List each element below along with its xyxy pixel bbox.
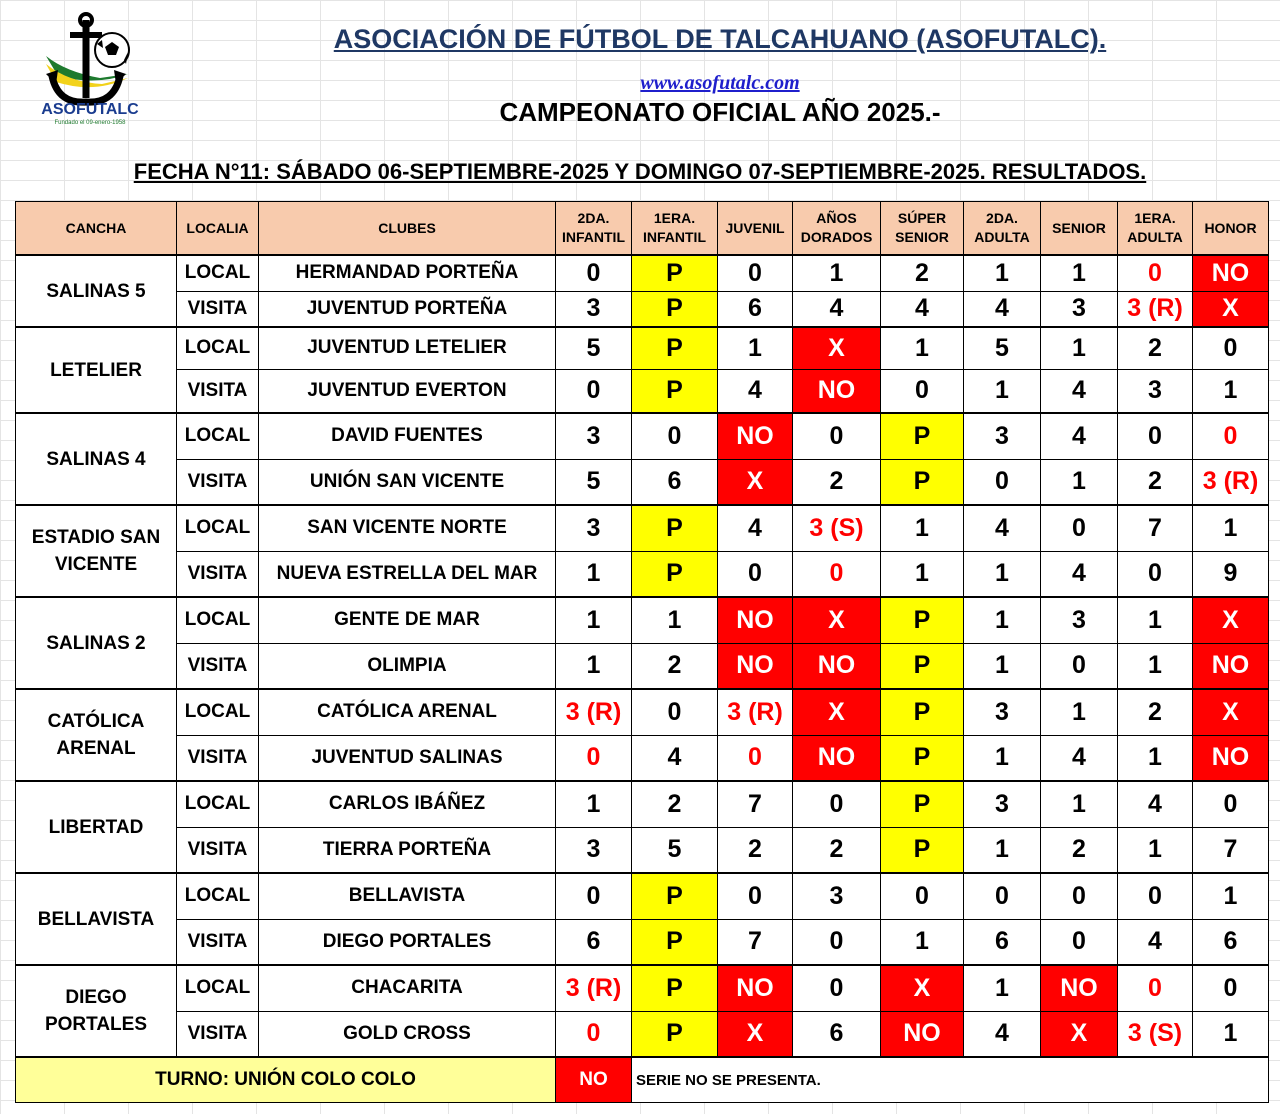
match-row [16, 781, 1269, 827]
club-name: GENTE DE MAR [259, 597, 556, 643]
match-row [16, 735, 1269, 781]
score-cell: 3 [1041, 597, 1118, 643]
club-name: BELLAVISTA [259, 873, 556, 919]
match-row [16, 689, 1269, 735]
score-cell: P [632, 255, 718, 291]
club-name: DIEGO PORTALES [259, 919, 556, 965]
score-cell: 3 (R) [556, 965, 632, 1011]
championship-title: CAMPEONATO OFICIAL AÑO 2025.- [499, 97, 941, 127]
score-cell: P [881, 413, 964, 459]
club-name: JUVENTUD SALINAS [259, 735, 556, 781]
score-cell: NO [718, 413, 793, 459]
score-cell: 1 [793, 255, 881, 291]
score-cell: 4 [1041, 735, 1118, 781]
match-row [16, 873, 1269, 919]
club-name: JUVENTUD EVERTON [259, 369, 556, 413]
localia-cell: LOCAL [177, 327, 259, 369]
score-cell: 0 [793, 919, 881, 965]
score-cell: P [632, 873, 718, 919]
score-cell: 1 [964, 643, 1041, 689]
cancha-cell [16, 965, 177, 1057]
club-name: JUVENTUD LETELIER [259, 327, 556, 369]
score-cell: X [1193, 689, 1269, 735]
score-cell: 1 [964, 735, 1041, 781]
score-cell: 5 [632, 827, 718, 873]
cancha-name: SALINAS 2 [46, 632, 146, 654]
fecha-heading: FECHA N°11: SÁBADO 06-SEPTIEMBRE-2025 Y DOMINGO 07-SEPTIEMBRE-2025. RESULTADOS. [133, 159, 1147, 184]
cancha-name: ESTADIO SAN [31, 527, 161, 548]
score-cell: 0 [881, 369, 964, 413]
localia-cell: VISITA [177, 919, 259, 965]
score-cell: 0 [718, 873, 793, 919]
score-cell: P [632, 291, 718, 327]
score-cell: X [793, 597, 881, 643]
localia-cell: VISITA [177, 369, 259, 413]
score-cell: 0 [556, 873, 632, 919]
score-cell: 1 [964, 597, 1041, 643]
score-cell: 3 (R) [718, 689, 793, 735]
score-cell: 1 [556, 551, 632, 597]
score-cell: 0 [632, 689, 718, 735]
match-row [16, 327, 1269, 369]
score-cell: 6 [632, 459, 718, 505]
club-name: SAN VICENTE NORTE [259, 505, 556, 551]
localia-cell: LOCAL [177, 781, 259, 827]
score-cell: P [881, 689, 964, 735]
score-cell: 1 [1041, 327, 1118, 369]
localia-cell: VISITA [177, 1011, 259, 1057]
score-cell: 2 [632, 643, 718, 689]
col-category [1193, 202, 1269, 256]
score-cell: NO [1041, 965, 1118, 1011]
col-category-label: SENIOR [1052, 219, 1106, 236]
cancha-name: ARENAL [56, 738, 136, 759]
score-cell: 0 [1193, 965, 1269, 1011]
col-category [881, 202, 964, 256]
results-table [15, 201, 1269, 1103]
col-category [632, 202, 718, 256]
cancha-cell [16, 327, 177, 413]
score-cell: 3 [556, 413, 632, 459]
score-cell: 6 [718, 291, 793, 327]
score-cell: 1 [556, 643, 632, 689]
score-cell: 1 [556, 597, 632, 643]
col-category-label: DORADOS [800, 229, 873, 245]
score-cell: 0 [1041, 643, 1118, 689]
score-cell: 2 [1041, 827, 1118, 873]
score-cell: P [881, 781, 964, 827]
score-cell: 3 [556, 291, 632, 327]
score-cell: 0 [1118, 551, 1193, 597]
score-cell: 1 [964, 255, 1041, 291]
cancha-cell [16, 781, 177, 873]
score-cell: 3 [793, 873, 881, 919]
match-row [16, 965, 1269, 1011]
score-cell: 0 [793, 965, 881, 1011]
cancha-name: PORTALES [44, 1014, 148, 1035]
score-cell: X [793, 689, 881, 735]
legend-no-description: SERIE NO SE PRESENTA. [632, 1057, 1269, 1103]
score-cell: X [1193, 597, 1269, 643]
score-cell: 3 [1041, 291, 1118, 327]
localia-cell: VISITA [177, 643, 259, 689]
score-cell: 3 [556, 505, 632, 551]
score-cell: 0 [1041, 505, 1118, 551]
score-cell: 0 [964, 459, 1041, 505]
score-cell: 1 [632, 597, 718, 643]
col-category-label: JUVENIL [725, 219, 785, 236]
score-cell: 7 [1193, 827, 1269, 873]
score-cell: 7 [1118, 505, 1193, 551]
score-cell: 0 [1118, 873, 1193, 919]
score-cell: P [632, 919, 718, 965]
score-cell: 0 [1193, 413, 1269, 459]
match-row [16, 413, 1269, 459]
score-cell: NO [793, 369, 881, 413]
score-cell: 1 [1041, 459, 1118, 505]
score-cell: NO [1193, 643, 1269, 689]
score-cell: 0 [556, 735, 632, 781]
localia-cell: VISITA [177, 291, 259, 327]
cancha-cell [16, 505, 177, 597]
score-cell: 1 [964, 965, 1041, 1011]
col-cancha: CANCHA [16, 202, 177, 256]
results-body [16, 255, 1269, 1057]
score-cell: 3 (R) [556, 689, 632, 735]
score-cell: NO [793, 643, 881, 689]
col-category-label: SÚPER [897, 210, 947, 226]
score-cell: 0 [718, 551, 793, 597]
club-name: JUVENTUD PORTEÑA [259, 291, 556, 327]
col-localia: LOCALIA [177, 202, 259, 256]
col-category [964, 202, 1041, 256]
score-cell: 0 [1041, 873, 1118, 919]
club-name: UNIÓN SAN VICENTE [259, 459, 556, 505]
score-cell: 1 [964, 551, 1041, 597]
score-cell: 0 [718, 255, 793, 291]
score-cell: 4 [1118, 781, 1193, 827]
score-cell: 4 [718, 505, 793, 551]
score-cell: P [881, 459, 964, 505]
score-cell: 6 [556, 919, 632, 965]
score-cell: 4 [881, 291, 964, 327]
score-cell: 0 [556, 1011, 632, 1057]
score-cell: 1 [1118, 643, 1193, 689]
score-cell: 2 [881, 255, 964, 291]
club-name: GOLD CROSS [259, 1011, 556, 1057]
localia-cell: LOCAL [177, 965, 259, 1011]
cancha-cell [16, 873, 177, 965]
score-cell: 1 [718, 327, 793, 369]
col-category [1041, 202, 1118, 256]
col-clubes: CLUBES [259, 202, 556, 256]
score-cell: 1 [1118, 735, 1193, 781]
score-cell: 4 [1118, 919, 1193, 965]
score-cell: 1 [1041, 255, 1118, 291]
score-cell: P [632, 369, 718, 413]
match-row [16, 827, 1269, 873]
score-cell: 0 [793, 781, 881, 827]
footer-row [16, 1057, 1269, 1103]
club-name: TIERRA PORTEÑA [259, 827, 556, 873]
logo-tagline: Fundado el 09-enero-1958 [54, 120, 126, 126]
col-category-label: ADULTA [1127, 229, 1183, 245]
cancha-cell [16, 689, 177, 781]
score-cell: X [718, 1011, 793, 1057]
score-cell: 2 [1118, 689, 1193, 735]
score-cell: 3 [964, 413, 1041, 459]
asofutalc-logo [36, 12, 144, 128]
score-cell: P [632, 965, 718, 1011]
club-name: CATÓLICA ARENAL [259, 689, 556, 735]
logo-text: ASOFUTALC [41, 101, 139, 118]
match-row [16, 291, 1269, 327]
cancha-name: BELLAVISTA [37, 908, 155, 930]
match-row [16, 551, 1269, 597]
score-cell: X [881, 965, 964, 1011]
match-row [16, 505, 1269, 551]
score-cell: X [793, 327, 881, 369]
score-cell: P [881, 827, 964, 873]
localia-cell: LOCAL [177, 597, 259, 643]
score-cell: 3 (S) [1118, 1011, 1193, 1057]
localia-cell: VISITA [177, 459, 259, 505]
col-category-label: ADULTA [974, 229, 1030, 245]
cancha-name: CATÓLICA [47, 711, 145, 732]
col-category-label: HONOR [1204, 219, 1257, 236]
col-category [556, 202, 632, 256]
col-category-label: 2DA. [577, 210, 610, 226]
localia-cell: LOCAL [177, 255, 259, 291]
score-cell: 3 (R) [1118, 291, 1193, 327]
score-cell: P [881, 597, 964, 643]
score-cell: 2 [793, 459, 881, 505]
score-cell: 1 [556, 781, 632, 827]
score-cell: 3 (R) [1193, 459, 1269, 505]
score-cell: 4 [793, 291, 881, 327]
score-cell: 1 [1193, 369, 1269, 413]
cancha-name: LETELIER [50, 359, 142, 381]
score-cell: 0 [793, 413, 881, 459]
score-cell: 0 [793, 551, 881, 597]
club-name: CARLOS IBÁÑEZ [259, 781, 556, 827]
score-cell: P [632, 327, 718, 369]
score-cell: NO [881, 1011, 964, 1057]
match-row [16, 369, 1269, 413]
col-category [793, 202, 881, 256]
cancha-name: DIEGO [65, 987, 127, 1008]
col-category [1118, 202, 1193, 256]
score-cell: NO [1193, 255, 1269, 291]
localia-cell: LOCAL [177, 873, 259, 919]
club-name: OLIMPIA [259, 643, 556, 689]
score-cell: 1 [1041, 781, 1118, 827]
score-cell: 4 [964, 291, 1041, 327]
match-row [16, 1011, 1269, 1057]
header-row [16, 202, 1269, 256]
score-cell: NO [718, 597, 793, 643]
score-cell: 2 [1118, 327, 1193, 369]
col-category-label: AÑOS [816, 210, 857, 226]
score-cell: 5 [556, 327, 632, 369]
score-cell: 4 [964, 1011, 1041, 1057]
score-cell: 1 [881, 505, 964, 551]
score-cell: 2 [718, 827, 793, 873]
cancha-name: SALINAS 4 [46, 448, 146, 470]
score-cell: P [632, 505, 718, 551]
score-cell: 3 [1118, 369, 1193, 413]
score-cell: 2 [632, 781, 718, 827]
localia-cell: LOCAL [177, 505, 259, 551]
score-cell: 1 [881, 551, 964, 597]
score-cell: 0 [556, 369, 632, 413]
score-cell: 4 [1041, 551, 1118, 597]
score-cell: P [881, 735, 964, 781]
cancha-name: VICENTE [54, 554, 138, 575]
col-category-label: 1ERA. [1134, 210, 1176, 226]
club-name: HERMANDAD PORTEÑA [259, 255, 556, 291]
score-cell: NO [718, 965, 793, 1011]
website-link[interactable]: www.asofutalc.com [640, 72, 800, 94]
score-cell: 3 [964, 689, 1041, 735]
legend-no-key: NO [556, 1057, 632, 1103]
score-cell: 3 [964, 781, 1041, 827]
col-category-label: INFANTIL [562, 229, 625, 245]
score-cell: 1 [1118, 827, 1193, 873]
score-cell: 2 [793, 827, 881, 873]
score-cell: 2 [1118, 459, 1193, 505]
score-cell: 0 [964, 873, 1041, 919]
score-cell: 0 [556, 255, 632, 291]
score-cell: 0 [1118, 255, 1193, 291]
score-cell: P [632, 1011, 718, 1057]
score-cell: NO [793, 735, 881, 781]
score-cell: 0 [718, 735, 793, 781]
localia-cell: LOCAL [177, 413, 259, 459]
col-category-label: 1ERA. [653, 210, 696, 226]
match-row [16, 255, 1269, 291]
club-name: NUEVA ESTRELLA DEL MAR [259, 551, 556, 597]
score-cell: 0 [881, 873, 964, 919]
score-cell: 0 [1193, 327, 1269, 369]
score-cell: 6 [1193, 919, 1269, 965]
match-row [16, 459, 1269, 505]
score-cell: 1 [881, 919, 964, 965]
col-category-label: SENIOR [895, 229, 949, 245]
score-cell: 1 [1193, 873, 1269, 919]
col-category-label: 2DA. [986, 210, 1018, 226]
cancha-name: SALINAS 5 [46, 280, 146, 302]
score-cell: 0 [1118, 413, 1193, 459]
match-row [16, 643, 1269, 689]
score-cell: X [1041, 1011, 1118, 1057]
score-cell: 3 (S) [793, 505, 881, 551]
score-cell: NO [1193, 735, 1269, 781]
score-cell: 9 [1193, 551, 1269, 597]
score-cell: 1 [964, 827, 1041, 873]
score-cell: P [632, 551, 718, 597]
localia-cell: VISITA [177, 827, 259, 873]
score-cell: 7 [718, 781, 793, 827]
score-cell: 0 [1193, 781, 1269, 827]
score-cell: 3 [556, 827, 632, 873]
score-cell: 1 [1193, 505, 1269, 551]
score-cell: X [718, 459, 793, 505]
score-cell: 4 [1041, 413, 1118, 459]
score-cell: 5 [964, 327, 1041, 369]
col-category [718, 202, 793, 256]
page-title: ASOCIACIÓN DE FÚTBOL DE TALCAHUANO (ASOFUTALC). [333, 24, 1107, 54]
localia-cell: VISITA [177, 735, 259, 781]
club-name: DAVID FUENTES [259, 413, 556, 459]
score-cell: 1 [964, 369, 1041, 413]
score-cell: 4 [632, 735, 718, 781]
score-cell: 1 [1193, 1011, 1269, 1057]
match-row [16, 919, 1269, 965]
cancha-cell [16, 597, 177, 689]
cancha-cell [16, 413, 177, 505]
score-cell: 6 [964, 919, 1041, 965]
club-name: CHACARITA [259, 965, 556, 1011]
score-cell: 4 [964, 505, 1041, 551]
localia-cell: LOCAL [177, 689, 259, 735]
score-cell: X [1193, 291, 1269, 327]
match-row [16, 597, 1269, 643]
cancha-name: LIBERTAD [48, 816, 144, 838]
score-cell: 1 [881, 327, 964, 369]
score-cell: 1 [1041, 689, 1118, 735]
cancha-cell [16, 255, 177, 327]
score-cell: 5 [556, 459, 632, 505]
score-cell: 6 [793, 1011, 881, 1057]
turno-label: TURNO: UNIÓN COLO COLO [16, 1057, 556, 1103]
score-cell: 1 [1118, 597, 1193, 643]
score-cell: 0 [632, 413, 718, 459]
score-cell: 7 [718, 919, 793, 965]
score-cell: 4 [1041, 369, 1118, 413]
score-cell: 0 [1118, 965, 1193, 1011]
score-cell: NO [718, 643, 793, 689]
score-cell: P [881, 643, 964, 689]
score-cell: 4 [718, 369, 793, 413]
localia-cell: VISITA [177, 551, 259, 597]
score-cell: 0 [1041, 919, 1118, 965]
col-category-label: INFANTIL [643, 229, 706, 245]
